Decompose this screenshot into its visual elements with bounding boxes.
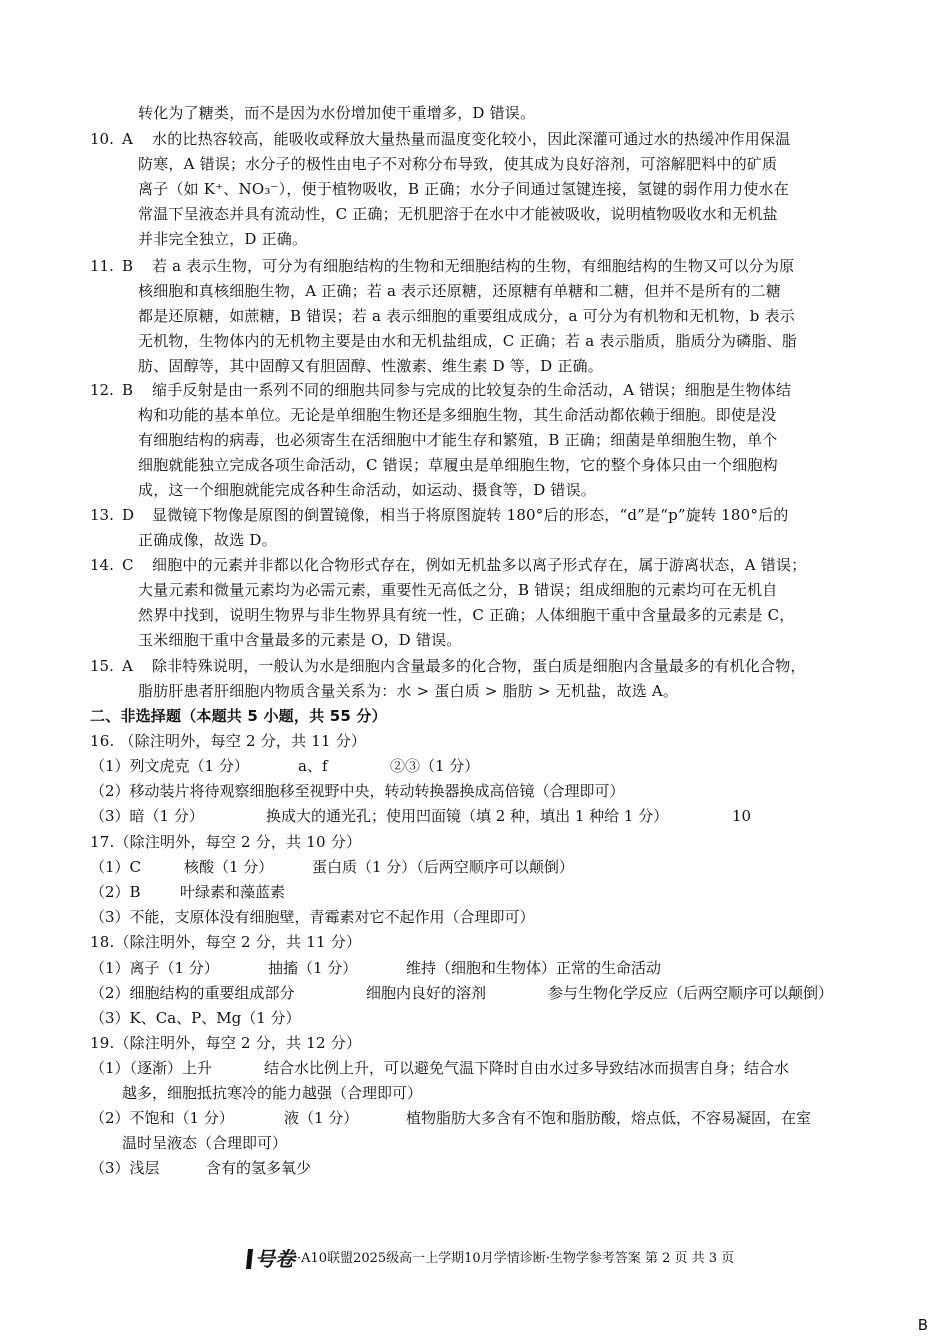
answer-letter: A bbox=[122, 130, 133, 148]
explanation-line: 有细胞结构的病毒，也必须寄生在活细胞中才能生存和繁殖，B 正确；细菌是单细胞生物，单个 bbox=[138, 431, 778, 449]
question-number: 15. bbox=[90, 657, 114, 675]
explanation-line: 然界中找到，说明生物界与非生物界具有统一性，C 正确；人体细胞干重中含量最多的元素是 C， bbox=[138, 606, 795, 624]
explanation-line: 常温下呈液态并具有流动性，C 正确；无机肥溶于在水中才能被吸收，说明植物吸收水和无机盐 bbox=[138, 205, 778, 223]
logo-mark-icon bbox=[245, 1248, 255, 1270]
answer-letter: B bbox=[122, 257, 134, 275]
answer-part: 蛋白质（1 分）（后两空顺序可以颠倒） bbox=[312, 858, 574, 876]
question-number: 11. bbox=[90, 257, 114, 275]
answer-part: 叶绿素和藻蓝素 bbox=[180, 883, 286, 901]
explanation-line: 肪、固醇等，其中固醇又有胆固醇、性激素、维生素 D 等，D 正确。 bbox=[138, 357, 603, 375]
explanation-line: 水的比热容较高，能吸收或释放大量热量而温度变化较小，因此深灌可通过水的热缓冲作用保温 bbox=[152, 130, 791, 148]
explanation-line: 构和功能的基本单位。无论是单细胞生物还是多细胞生物，其生命活动都依赖于细胞。即使是没 bbox=[138, 406, 777, 424]
answer-letter: D bbox=[122, 506, 135, 524]
answer-part: （2）B bbox=[90, 883, 141, 901]
answer-part: 抽搐（1 分） bbox=[268, 959, 358, 977]
explanation-line: 核细胞和真核细胞生物，A 正确；若 a 表示还原糖，还原糖有单糖和二糖，但并不是所有的二糖 bbox=[138, 282, 782, 300]
corner-mark: B bbox=[917, 1316, 928, 1334]
answer-part: 核酸（1 分） bbox=[184, 858, 274, 876]
answer-part: ②③（1 分） bbox=[390, 757, 480, 775]
q9-continuation: 转化为了糖类，而不是因为水份增加使干重增多，D 错误。 bbox=[138, 104, 536, 122]
answer-part: 10 bbox=[732, 807, 752, 825]
answer-part: （2）移动装片将待观察细胞移至视野中央，转动转换器换成高倍镜（合理即可） bbox=[90, 782, 625, 800]
question-number: 12. bbox=[90, 381, 114, 399]
answer-part: 维持（细胞和生物体）正常的生命活动 bbox=[406, 959, 662, 977]
answer-part: 细胞内良好的溶剂 bbox=[366, 984, 487, 1002]
explanation-line: 若 a 表示生物，可分为有细胞结构的生物和无细胞结构的生物，有细胞结构的生物又可以分为原 bbox=[152, 257, 795, 275]
question-header: 19.（除注明外，每空 2 分，共 12 分） bbox=[90, 1034, 362, 1052]
question-number: 10. bbox=[90, 130, 114, 148]
explanation-line: 除非特殊说明，一般认为水是细胞内含量最多的化合物，蛋白质是细胞内含量最多的有机化合物， bbox=[152, 657, 806, 675]
answer-part: （3）浅层 bbox=[90, 1159, 160, 1177]
explanation-line: 大量元素和微量元素均为必需元素，重要性无高低之分，B 错误；组成细胞的元素均可在无机自 bbox=[138, 581, 778, 599]
question-number: 13. bbox=[90, 506, 114, 524]
explanation-line: 正确成像，故选 D。 bbox=[138, 531, 277, 549]
answer-letter: B bbox=[122, 381, 134, 399]
explanation-line: 离子（如 K⁺、NO₃⁻），便于植物吸收，B 正确；水分子间通过氢键连接，氢键的弱作用力使水在 bbox=[138, 180, 789, 198]
answer-part: 植物脂肪大多含有不饱和脂肪酸，熔点低，不容易凝固，在室 bbox=[406, 1109, 812, 1127]
explanation-line: 都是还原糖，如蔗糖，B 错误；若 a 表示细胞的重要组成成分，a 可分为有机物和无机物，b 表示 bbox=[138, 307, 795, 325]
answer-part: 结合水比例上升，可以避免气温下降时自由水过多导致结冰而损害自身；结合水 bbox=[264, 1059, 790, 1077]
answer-letter: C bbox=[122, 556, 134, 574]
explanation-line: 细胞就能独立完成各项生命活动，C 错误；草履虫是单细胞生物，它的整个身体只由一个细胞构 bbox=[138, 456, 778, 474]
answer-part: （3）不能，支原体没有细胞壁，青霉素对它不起作用（合理即可） bbox=[90, 908, 535, 926]
answer-part: （1）离子（1 分） bbox=[90, 959, 219, 977]
answer-part: 越多，细胞抵抗寒冷的能力越强（合理即可） bbox=[122, 1084, 423, 1102]
answer-part: a、f bbox=[298, 757, 328, 775]
explanation-line: 显微镜下物像是原图的倒置镜像，相当于将原图旋转 180°后的形态，“d”是“p”旋转 180°后的 bbox=[152, 506, 789, 524]
answer-part: （2）不饱和（1 分） bbox=[90, 1109, 234, 1127]
section-heading: 二、非选择题（本题共 5 小题，共 55 分） bbox=[90, 707, 387, 725]
explanation-line: 玉米细胞干重中含量最多的元素是 O，D 错误。 bbox=[138, 631, 462, 649]
footer-text: ·A10联盟2025级高一上学期10月学情诊断·生物学参考答案 第 2 页 共 3 页 bbox=[297, 1251, 735, 1266]
question-header: 18.（除注明外，每空 2 分，共 11 分） bbox=[90, 933, 362, 951]
answer-part: （1）C bbox=[90, 858, 142, 876]
answer-part: 温时呈液态（合理即可） bbox=[122, 1134, 288, 1152]
answer-letter: A bbox=[122, 657, 133, 675]
question-header: 17.（除注明外，每空 2 分，共 10 分） bbox=[90, 833, 362, 851]
answer-part: （3）K、Ca、P、Mg（1 分） bbox=[90, 1009, 301, 1027]
answer-part: 液（1 分） bbox=[284, 1109, 359, 1127]
question-number: 14. bbox=[90, 556, 114, 574]
explanation-line: 细胞中的元素并非都以化合物形式存在，例如无机盐多以离子形式存在，属于游离状态，A 错误； bbox=[152, 556, 807, 574]
explanation-line: 无机物，生物体内的无机物主要是由水和无机盐组成，C 正确；若 a 表示脂质，脂质分为磷脂、脂 bbox=[138, 332, 797, 350]
answer-part: 含有的氢多氧少 bbox=[206, 1159, 312, 1177]
explanation-line: 并非完全独立，D 正确。 bbox=[138, 230, 308, 248]
answer-part: 参与生物化学反应（后两空顺序可以颠倒） bbox=[548, 984, 834, 1002]
answer-part: （3）暗（1 分） bbox=[90, 807, 204, 825]
answer-part: （1）列文虎克（1 分） bbox=[90, 757, 249, 775]
explanation-line: 成，这一个细胞就能完成各种生命活动，如运动、摄食等，D 错误。 bbox=[138, 481, 596, 499]
logo-text: 号卷 bbox=[255, 1247, 295, 1271]
answer-part: 换成大的通光孔；使用凹面镜（填 2 种，填出 1 种给 1 分） bbox=[266, 807, 669, 825]
answer-part: （2）细胞结构的重要组成部分 bbox=[90, 984, 295, 1002]
explanation-line: 缩手反射是由一系列不同的细胞共同参与完成的比较复杂的生命活动，A 错误；细胞是生物体结 bbox=[152, 381, 792, 399]
question-header: 16. （除注明外，每空 2 分，共 11 分） bbox=[90, 732, 367, 750]
explanation-line: 脂肪肝患者肝细胞内物质含量关系为：水 > 蛋白质 > 脂肪 > 无机盐，故选 A。 bbox=[138, 682, 679, 700]
explanation-line: 防寒，A 错误；水分子的极性由电子不对称分布导致，使其成为良好溶剂，可溶解肥料中的矿质 bbox=[138, 155, 778, 173]
answer-part: （1）（逐渐）上升 bbox=[90, 1059, 213, 1077]
page-footer bbox=[245, 1248, 734, 1270]
